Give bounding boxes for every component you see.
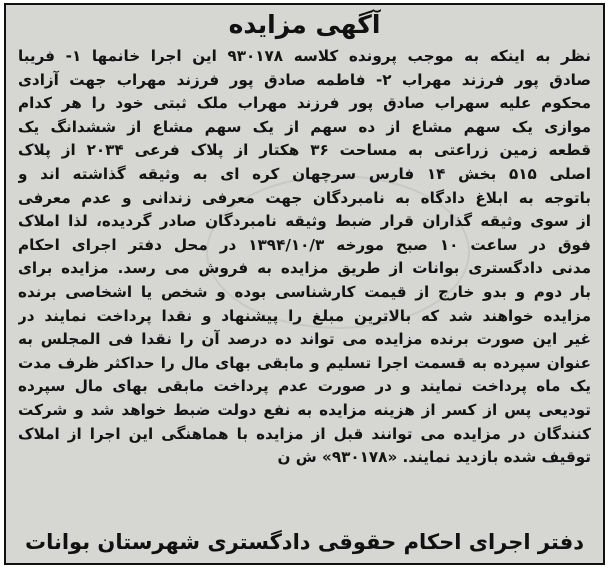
body-line: قطعه زمین زراعتی به مساحت ۳۶ هکتار از پلاک فرعی ۲۰۳۴ از پلاک — [18, 141, 591, 160]
body-line: مزایده خواهند شد که بالاترین مبلغ را پیشنهاد و نقدا پرداخت نمایند در — [18, 306, 591, 325]
body-line: کنندگان در مزایده می توانند قبل از مزایده با هماهنگی این اجرا از املاک — [18, 424, 591, 443]
body-line: مدنی دادگستری بوانات از طریق مزایده به فروش می رسد. مزایده برای — [18, 259, 591, 278]
notice-title: آگهی مزایده — [228, 10, 381, 39]
body-line-last: توقیف شده بازدید نمایند. «۹۳۰۱۷۸» ش ن — [277, 448, 591, 467]
body-line: فوق در ساعت ۱۰ صبح مورخه ۱۳۹۴/۱۰/۳ در محل دفتر اجرای احکام — [18, 235, 591, 254]
body-line: نظر به اینکه به موجب پرونده کلاسه ۹۳۰۱۷۸ این اجرا خانمها ۱- فریبا — [18, 47, 591, 65]
body-line: یک ماه پرداخت نمایند و در صورت عدم پرداخت مابقی بهای مال سپرده — [18, 377, 591, 396]
body-line: محکوم علیه سهراب صادق پور فرزند مهراب ملک ثبتی خود را هر کدام — [18, 94, 591, 113]
body-line: از سوی وثیقه گذاران قرار ضبط وثیقه نامبردگان صادر گردیده، لذا املاک — [18, 212, 591, 231]
body-line: بار دوم و بدو خارج از قیمت کارشناسی بوده و شخص یا اشخاصی برنده — [18, 282, 591, 301]
body-line: اصلی ۵۱۵ بخش ۱۴ فارس سرچهان کره ای به وثیقه گذاشته اند و — [18, 164, 591, 183]
body-line: غیر این صورت برنده مزایده می تواند ده درصد آن را نقدا فی المجلس به — [18, 330, 591, 349]
notice-body — [18, 45, 591, 525]
body-line: باتوجه به ابلاغ دادگاه به نامبردگان جهت معرفی زندانی و عدم معرفی — [18, 188, 591, 207]
body-line: عنوان سپرده به قسمت اجرا تسلیم و مابقی بهای مال را حداکثر ظرف مدت — [18, 353, 591, 372]
body-line: صادق پور فرزند مهراب ۲- فاطمه صادق پور فرزند مهراب جهت آزادی — [18, 70, 591, 89]
body-line: تودیعی پس از کسر از هزینه مزایده به نفع دولت ضبط خواهد شد و شرکت — [18, 400, 591, 419]
notice-footer: دفتر اجرای احکام حقوقی دادگستری شهرستان بوانات — [24, 530, 585, 554]
body-line: موازی یک سهم مشاع از ده سهم از یک سهم مشاع از ششدانگ یک — [18, 117, 591, 136]
notice-clipping — [4, 3, 605, 565]
